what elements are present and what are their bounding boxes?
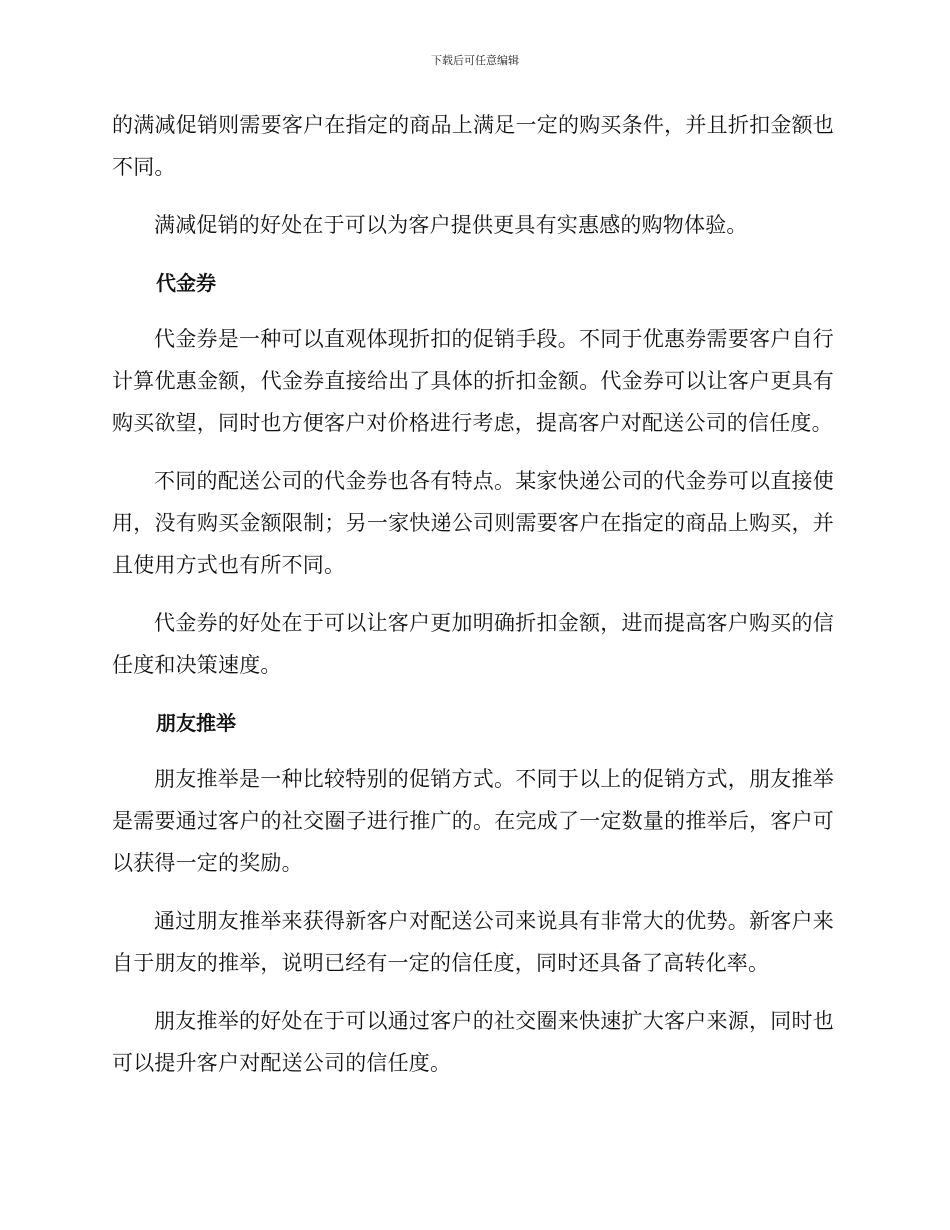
- section-heading-voucher: 代金券: [156, 271, 216, 295]
- page-header: 下载后可任意编辑: [431, 54, 519, 67]
- paragraph-referral-intro: 朋友推举是一种比较特别的促销方式。不同于以上的促销方式，朋友推举是需要通过客户的社交圈子进行推广的。在完成了一定数量的推举后，客户可以获得一定的奖励。: [112, 767, 834, 875]
- paragraph-continuation: 的满减促销则需要客户在指定的商品上满足一定的购买条件，并且折扣金额也不同。: [112, 113, 834, 179]
- section-heading-referral: 朋友推举: [156, 711, 236, 735]
- paragraph-voucher-features: 不同的配送公司的代金券也各有特点。某家快递公司的代金券可以直接使用，没有购买金额限制；另一家快递公司则需要客户在指定的商品上购买，并且使用方式也有所不同。: [112, 469, 834, 577]
- paragraph-voucher-benefit: 代金券的好处在于可以让客户更加明确折扣金额，进而提高客户购买的信任度和决策速度。: [112, 611, 834, 677]
- paragraph-referral-advantage: 通过朋友推举来获得新客户对配送公司来说具有非常大的优势。新客户来自于朋友的推举，说明已经有一定的信任度，同时还具备了高转化率。: [112, 909, 834, 975]
- paragraph-referral-benefit: 朋友推举的好处在于可以通过客户的社交圈来快速扩大客户来源，同时也可以提升客户对配送公司的信任度。: [112, 1009, 834, 1075]
- paragraph-voucher-intro: 代金券是一种可以直观体现折扣的促销手段。不同于优惠券需要客户自行计算优惠金额，代金券直接给出了具体的折扣金额。代金券可以让客户更具有购买欲望，同时也方便客户对价格进行考虑，提高客户对配送公司的信任度。: [112, 327, 834, 435]
- paragraph-full-reduction-benefit: 满减促销的好处在于可以为客户提供更具有实惠感的购物体验。: [154, 213, 748, 237]
- document-body: [112, 104, 834, 1100]
